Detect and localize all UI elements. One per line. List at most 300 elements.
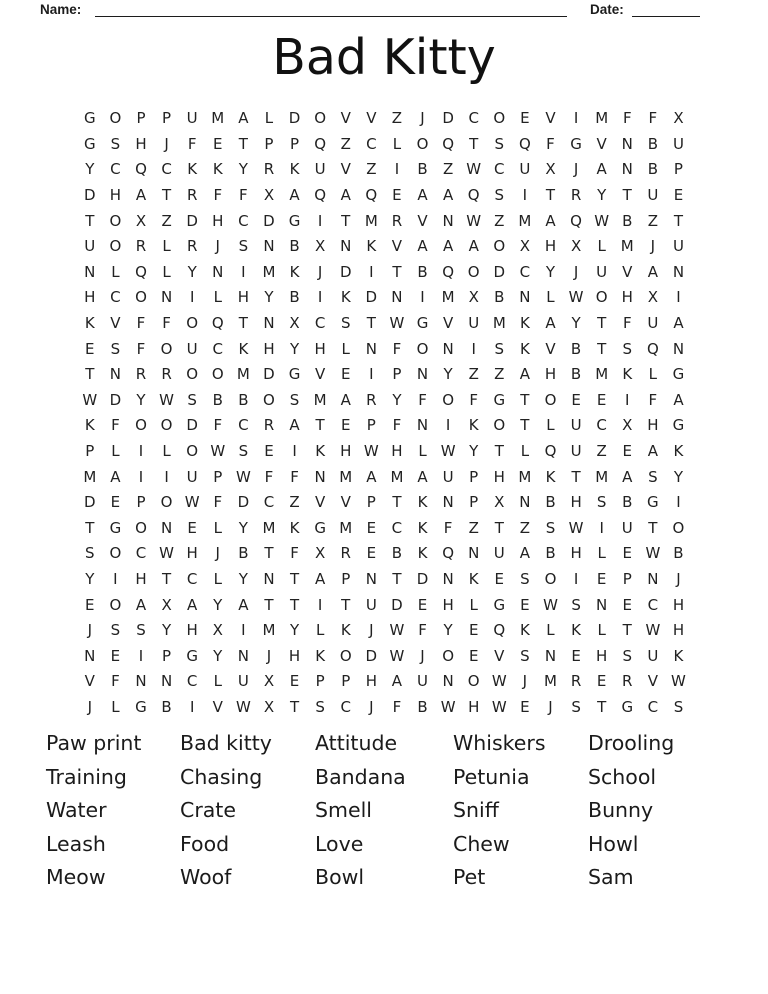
grid-cell: H: [570, 544, 582, 563]
grid-cell: V: [340, 160, 351, 179]
grid-cell: W: [645, 621, 661, 640]
grid-cell: N: [212, 262, 224, 281]
grid-cell: Y: [161, 621, 172, 640]
grid-cell: M: [236, 365, 250, 384]
grid-cell: E: [392, 186, 402, 205]
grid-cell: U: [468, 314, 480, 333]
grid-cell: N: [109, 365, 121, 384]
grid-cell: V: [622, 262, 633, 281]
grid-cell: N: [468, 544, 480, 563]
grid-cell: Q: [365, 186, 378, 205]
grid-cell: T: [289, 595, 300, 614]
grid-cell: G: [83, 134, 96, 153]
grid-cell: C: [596, 416, 607, 435]
grid-cell: E: [85, 595, 95, 614]
grid-cell: X: [161, 595, 172, 614]
grid-cell: B: [570, 339, 582, 358]
grid-cell: E: [622, 544, 632, 563]
grid-cell: U: [417, 672, 428, 691]
grid-cell: X: [135, 211, 147, 230]
grid-cell: S: [110, 339, 121, 358]
grid-cell: Y: [213, 646, 223, 665]
word-item: Chew: [453, 831, 510, 856]
grid-cell: S: [85, 544, 95, 563]
grid-cell: T: [494, 518, 504, 537]
grid-cell: Y: [264, 288, 274, 307]
grid-cell: P: [136, 493, 146, 512]
grid-cell: D: [237, 493, 250, 512]
grid-cell: L: [315, 621, 325, 640]
grid-cell: F: [546, 134, 555, 153]
grid-cell: G: [83, 109, 96, 128]
grid-cell: R: [186, 186, 198, 205]
grid-cell: J: [266, 646, 272, 665]
grid-cell: V: [545, 339, 556, 358]
grid-cell: F: [418, 621, 427, 640]
word-item: Petunia: [453, 764, 530, 789]
grid-cell: N: [160, 288, 173, 307]
grid-cell: Y: [187, 262, 197, 281]
grid-cell: A: [622, 467, 633, 486]
grid-cell: H: [365, 672, 377, 691]
grid-cell: N: [647, 569, 659, 588]
grid-cell: L: [111, 697, 120, 716]
grid-cell: E: [366, 544, 377, 563]
grid-cell: E: [571, 390, 581, 409]
grid-cell: D: [186, 211, 198, 230]
grid-cell: B: [545, 493, 556, 512]
grid-cell: K: [468, 416, 479, 435]
word-item: Training: [46, 764, 127, 789]
grid-cell: W: [389, 646, 405, 665]
grid-cell: T: [238, 134, 248, 153]
grid-cell: F: [264, 467, 274, 486]
grid-cell: T: [264, 595, 274, 614]
grid-cell: I: [317, 211, 323, 230]
grid-cell: K: [571, 621, 581, 640]
grid-cell: Z: [366, 160, 377, 179]
grid-cell: B: [570, 365, 582, 384]
grid-cell: Q: [314, 186, 327, 205]
grid-cell: A: [340, 186, 351, 205]
grid-cell: A: [366, 467, 377, 486]
grid-cell: K: [417, 518, 428, 537]
grid-cell: S: [315, 697, 325, 716]
grid-cell: Q: [544, 442, 557, 461]
grid-cell: E: [289, 672, 300, 691]
grid-cell: E: [596, 390, 607, 409]
grid-cell: B: [417, 697, 428, 716]
grid-cell: O: [211, 365, 224, 384]
grid-cell: P: [162, 646, 172, 665]
grid-cell: W: [159, 390, 174, 409]
grid-cell: O: [442, 390, 455, 409]
grid-cell: N: [340, 237, 352, 256]
grid-cell: G: [288, 211, 301, 230]
grid-cell: V: [366, 109, 377, 128]
grid-cell: X: [647, 288, 658, 307]
grid-cell: K: [622, 365, 633, 384]
word-item: Woof: [180, 865, 232, 890]
word-item: School: [588, 764, 657, 789]
grid-cell: R: [570, 186, 582, 205]
grid-cell: X: [545, 160, 556, 179]
grid-cell: E: [622, 442, 632, 461]
grid-cell: G: [621, 697, 634, 716]
word-item: Bandana: [315, 764, 406, 789]
grid-cell: U: [237, 672, 249, 691]
grid-cell: O: [442, 646, 455, 665]
grid-cell: C: [186, 569, 198, 588]
word-item: Whiskers: [453, 731, 546, 755]
word-item: Pet: [453, 865, 486, 890]
grid-cell: W: [440, 442, 456, 461]
grid-cell: S: [289, 390, 300, 409]
grid-cell: I: [138, 442, 144, 461]
grid-cell: R: [135, 365, 147, 384]
grid-cell: Y: [289, 621, 300, 640]
grid-cell: Y: [213, 595, 223, 614]
grid-cell: W: [491, 672, 507, 691]
grid-cell: R: [263, 160, 275, 179]
grid-cell: T: [494, 442, 504, 461]
grid-cell: D: [339, 262, 352, 281]
grid-cell: L: [546, 416, 555, 435]
grid-cell: Y: [289, 339, 300, 358]
grid-cell: L: [546, 621, 555, 640]
grid-cell: B: [545, 544, 556, 563]
grid-cell: Q: [646, 339, 659, 358]
grid-cell: K: [673, 646, 684, 665]
grid-cell: O: [109, 109, 122, 128]
grid-cell: C: [110, 160, 121, 179]
grid-cell: F: [290, 544, 299, 563]
grid-cell: Z: [468, 518, 479, 537]
grid-cell: C: [263, 493, 275, 512]
grid-cell: T: [289, 697, 300, 716]
grid-cell: M: [518, 211, 532, 230]
grid-cell: F: [392, 416, 402, 435]
grid-cell: J: [420, 109, 425, 128]
grid-cell: L: [264, 109, 274, 128]
word-item: Sam: [588, 865, 634, 890]
word-item: Smell: [315, 798, 372, 823]
grid-cell: E: [520, 595, 530, 614]
grid-cell: S: [494, 186, 505, 205]
grid-cell: T: [520, 390, 530, 409]
grid-cell: N: [442, 339, 454, 358]
grid-cell: O: [186, 314, 199, 333]
grid-cell: I: [138, 467, 144, 486]
grid-cell: A: [442, 237, 454, 256]
word-item: Paw print: [46, 731, 142, 755]
grid-cell: K: [366, 237, 377, 256]
grid-cell: S: [340, 314, 351, 333]
grid-cell: L: [162, 262, 171, 281]
grid-cell: P: [264, 134, 274, 153]
grid-cell: S: [520, 569, 530, 588]
grid-cell: M: [211, 109, 225, 128]
grid-cell: E: [622, 595, 632, 614]
grid-cell: I: [317, 595, 323, 614]
grid-cell: S: [545, 518, 556, 537]
grid-cell: H: [672, 621, 685, 640]
grid-cell: X: [622, 416, 633, 435]
grid-cell: W: [594, 211, 610, 230]
grid-cell: D: [288, 109, 301, 128]
grid-cell: E: [85, 339, 95, 358]
grid-cell: L: [213, 518, 222, 537]
grid-cell: T: [392, 493, 402, 512]
grid-cell: S: [110, 621, 121, 640]
grid-cell: N: [263, 314, 275, 333]
grid-cell: M: [262, 621, 276, 640]
grid-cell: R: [622, 672, 633, 691]
grid-cell: A: [468, 237, 479, 256]
grid-cell: S: [494, 339, 505, 358]
grid-cell: O: [135, 518, 147, 537]
grid-cell: H: [186, 621, 198, 640]
grid-cell: P: [622, 569, 632, 588]
grid-cell: J: [650, 237, 656, 256]
grid-cell: I: [241, 262, 246, 281]
grid-cell: B: [622, 211, 633, 230]
word-list-column: [315, 727, 453, 895]
grid-cell: S: [571, 595, 581, 614]
grid-cell: C: [186, 672, 198, 691]
grid-cell: X: [315, 237, 326, 256]
grid-cell: W: [568, 288, 584, 307]
grid-cell: W: [466, 160, 482, 179]
grid-cell: V: [545, 109, 556, 128]
word-list: [46, 727, 718, 895]
grid-cell: T: [238, 314, 248, 333]
grid-cell: B: [212, 390, 223, 409]
grid-cell: L: [418, 442, 427, 461]
grid-cell: U: [647, 186, 659, 205]
grid-cell: T: [622, 621, 632, 640]
grid-cell: C: [494, 160, 505, 179]
grid-cell: D: [84, 493, 96, 512]
grid-cell: O: [595, 288, 608, 307]
grid-cell: N: [596, 595, 608, 614]
grid-cell: F: [648, 390, 658, 409]
grid-cell: D: [186, 416, 198, 435]
grid-cell: F: [648, 109, 658, 128]
grid-cell: F: [469, 390, 479, 409]
grid-cell: G: [672, 365, 685, 384]
grid-cell: B: [647, 134, 658, 153]
grid-cell: R: [391, 211, 403, 230]
grid-cell: R: [366, 390, 377, 409]
grid-cell: T: [648, 518, 658, 537]
grid-cell: H: [621, 288, 633, 307]
grid-cell: Z: [442, 160, 454, 179]
grid-cell: S: [187, 390, 197, 409]
grid-cell: F: [187, 134, 197, 153]
grid-cell: H: [468, 697, 480, 716]
word-search-grid: [77, 106, 691, 720]
grid-cell: E: [340, 416, 351, 435]
grid-cell: F: [392, 339, 402, 358]
grid-cell: I: [599, 518, 604, 537]
grid-cell: O: [314, 109, 327, 128]
grid-cell: E: [596, 672, 607, 691]
grid-cell: I: [369, 365, 374, 384]
grid-cell: T: [597, 339, 607, 358]
grid-cell: N: [263, 237, 275, 256]
word-item: Sniff: [453, 798, 499, 823]
grid-cell: O: [160, 416, 173, 435]
grid-cell: M: [595, 467, 609, 486]
grid-cell: K: [673, 442, 684, 461]
grid-cell: T: [622, 186, 632, 205]
grid-cell: N: [672, 262, 685, 281]
grid-cell: C: [238, 416, 249, 435]
grid-cell: N: [314, 467, 326, 486]
grid-cell: Q: [442, 544, 455, 563]
grid-cell: S: [596, 493, 607, 512]
grid-cell: K: [340, 288, 351, 307]
word-item: Love: [315, 831, 364, 856]
grid-cell: T: [85, 211, 95, 230]
grid-cell: M: [595, 365, 609, 384]
grid-cell: K: [289, 262, 300, 281]
grid-cell: S: [648, 467, 658, 486]
grid-cell: S: [238, 237, 249, 256]
grid-cell: T: [520, 416, 530, 435]
grid-cell: S: [622, 646, 633, 665]
grid-cell: L: [469, 595, 478, 614]
grid-cell: O: [339, 646, 352, 665]
grid-cell: V: [442, 314, 454, 333]
word-item: Attitude: [315, 731, 398, 755]
grid-cell: F: [136, 339, 146, 358]
grid-cell: Y: [85, 160, 95, 179]
grid-cell: U: [493, 544, 505, 563]
grid-cell: F: [622, 109, 632, 128]
grid-cell: J: [164, 134, 169, 153]
grid-cell: B: [622, 493, 633, 512]
grid-cell: W: [159, 544, 174, 563]
grid-cell: B: [417, 262, 428, 281]
grid-cell: A: [647, 442, 658, 461]
grid-cell: O: [160, 493, 173, 512]
grid-cell: P: [162, 109, 172, 128]
word-item: Meow: [46, 865, 106, 890]
grid-cell: A: [289, 186, 300, 205]
grid-cell: A: [596, 160, 607, 179]
grid-cell: H: [84, 288, 96, 307]
grid-cell: E: [468, 621, 479, 640]
grid-cell: U: [621, 518, 633, 537]
grid-cell: M: [492, 314, 506, 333]
grid-cell: J: [369, 621, 374, 640]
grid-cell: U: [672, 237, 684, 256]
grid-cell: U: [519, 160, 531, 179]
grid-cell: N: [442, 672, 454, 691]
grid-cell: O: [467, 262, 480, 281]
grid-cell: X: [468, 288, 479, 307]
grid-cell: W: [645, 544, 661, 563]
grid-cell: S: [622, 339, 633, 358]
grid-cell: R: [186, 237, 198, 256]
word-item: Howl: [588, 831, 639, 856]
grid-cell: M: [544, 672, 557, 691]
grid-cell: P: [469, 467, 479, 486]
grid-cell: K: [315, 442, 326, 461]
grid-cell: C: [391, 518, 403, 537]
grid-cell: E: [264, 442, 274, 461]
grid-cell: V: [494, 646, 505, 665]
grid-cell: N: [416, 365, 429, 384]
grid-cell: H: [596, 646, 608, 665]
grid-cell: H: [544, 237, 557, 256]
grid-cell: Q: [211, 314, 224, 333]
grid-cell: A: [238, 109, 249, 128]
grid-cell: Z: [519, 518, 531, 537]
grid-cell: U: [314, 160, 326, 179]
grid-cell: L: [162, 237, 171, 256]
grid-cell: F: [213, 186, 223, 205]
grid-cell: T: [315, 416, 325, 435]
grid-cell: F: [111, 416, 120, 435]
grid-cell: O: [109, 595, 122, 614]
grid-cell: K: [289, 518, 300, 537]
grid-cell: L: [546, 288, 555, 307]
grid-cell: Y: [136, 390, 146, 409]
grid-cell: N: [84, 262, 96, 281]
grid-cell: I: [471, 339, 476, 358]
grid-cell: N: [391, 288, 403, 307]
grid-cell: O: [109, 544, 122, 563]
grid-cell: C: [212, 339, 223, 358]
grid-cell: M: [83, 467, 97, 486]
grid-cell: X: [263, 672, 275, 691]
grid-cell: K: [84, 416, 95, 435]
grid-cell: Q: [518, 134, 531, 153]
grid-cell: U: [570, 416, 582, 435]
grid-cell: R: [570, 672, 582, 691]
word-list-column: [453, 727, 588, 895]
grid-cell: Z: [161, 211, 172, 230]
grid-cell: O: [493, 109, 506, 128]
grid-cell: I: [573, 109, 579, 128]
grid-cell: N: [442, 211, 454, 230]
grid-cell: T: [597, 697, 607, 716]
grid-cell: P: [213, 467, 223, 486]
grid-cell: Q: [467, 186, 480, 205]
grid-cell: Y: [597, 186, 607, 205]
grid-cell: H: [391, 442, 403, 461]
grid-cell: I: [138, 646, 144, 665]
grid-cell: W: [82, 390, 98, 409]
grid-cell: A: [545, 314, 556, 333]
grid-cell: B: [673, 544, 684, 563]
grid-cell: W: [389, 621, 405, 640]
grid-cell: Q: [442, 134, 455, 153]
grid-cell: F: [443, 518, 453, 537]
word-item: Water: [46, 798, 107, 823]
grid-cell: N: [263, 569, 275, 588]
grid-cell: I: [241, 621, 246, 640]
grid-cell: Y: [469, 442, 479, 461]
grid-cell: S: [673, 697, 684, 716]
grid-cell: P: [341, 672, 351, 691]
grid-cell: G: [647, 493, 659, 512]
grid-cell: D: [365, 288, 378, 307]
grid-cell: Y: [571, 314, 581, 333]
